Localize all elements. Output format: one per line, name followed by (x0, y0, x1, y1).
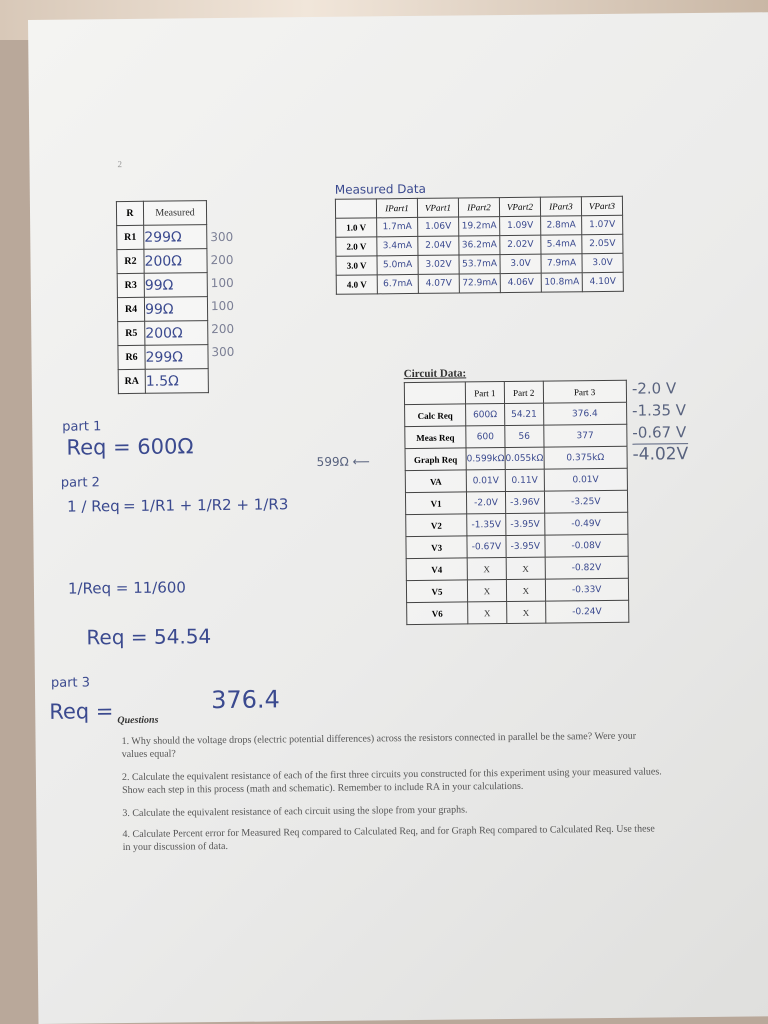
part2-label: part 2 (60, 475, 101, 491)
meas-cell: 4.07V (418, 274, 459, 293)
cd-cell: -3.95V (506, 513, 545, 535)
cd-cell: X (467, 558, 506, 580)
meas-cell: 36.2mA (459, 236, 500, 255)
res-value: 1.5Ω (145, 369, 208, 394)
side-value: -0.67 V (632, 423, 687, 442)
questions-list (121, 729, 662, 854)
meas-header: IPart2 (458, 198, 499, 217)
meas-voltage: 2.0 V (336, 237, 377, 256)
cd-header (404, 382, 465, 405)
res-note: 100 (210, 275, 234, 291)
question-item: 1. Why should the voltage drops (electric potential differences) across the resistors connected in parallel be the same? Were your values equal? (121, 730, 637, 761)
part2-eq1-rhs: = 1/R1 + 1/R2 + 1/R3 (123, 495, 289, 516)
cd-header: Part 1 (465, 382, 504, 404)
cd-label: V3 (406, 536, 467, 559)
res-note: 200 (211, 321, 235, 337)
meas-cell: 3.4mA (377, 236, 418, 255)
meas-cell: 6.7mA (377, 274, 418, 293)
res-note: 300 (211, 344, 235, 360)
cd-cell: -3.95V (506, 535, 545, 557)
table-row (407, 600, 629, 624)
part3-eq: Req = (49, 699, 114, 724)
cd-cell: X (468, 602, 507, 624)
cd-label: VA (405, 470, 466, 493)
table-row (406, 512, 628, 536)
cd-cell: -3.25V (544, 490, 627, 513)
worksheet-page (28, 12, 768, 1024)
side-value: -1.35 V (632, 401, 687, 420)
question-item: 2. Calculate the equivalent resistance of each of the first three circuits you constructed for this experiment using your measured values. Show each step in this process (math and schematic). Remember to include RA in your calculations. (121, 766, 662, 797)
cd-cell: -0.08V (545, 534, 628, 557)
meas-voltage: 3.0 V (336, 256, 377, 275)
cd-cell: -2.0V (466, 492, 505, 514)
res-value: 200Ω (144, 249, 207, 274)
side-voltages (632, 377, 689, 466)
table-row (406, 534, 628, 558)
res-value: 200Ω (145, 321, 208, 346)
cd-cell: -0.49V (544, 512, 627, 535)
meas-header (335, 199, 376, 218)
cd-cell: 0.375kΩ (544, 446, 627, 469)
cd-cell: -1.35V (467, 514, 506, 536)
cd-label: V6 (407, 602, 468, 625)
res-label: R6 (118, 345, 145, 369)
circuit-data-table (404, 380, 629, 625)
cd-cell: 0.599kΩ (466, 448, 505, 470)
table-row (405, 468, 627, 492)
meas-cell: 1.07V (582, 215, 623, 234)
cd-cell: 0.055kΩ (505, 447, 544, 469)
cd-cell: 0.01V (466, 470, 505, 492)
cd-cell: X (467, 580, 506, 602)
meas-cell: 53.7mA (459, 255, 500, 274)
meas-cell: 2.02V (500, 235, 541, 254)
meas-header: VPart3 (581, 196, 622, 215)
cd-cell: X (506, 579, 545, 601)
table-row (405, 446, 627, 470)
meas-cell: 7.9mA (541, 254, 582, 273)
resistors-table (116, 200, 209, 394)
meas-header: IPart1 (376, 198, 417, 217)
meas-cell: 2.8mA (541, 216, 582, 235)
cd-label: V1 (405, 492, 466, 515)
cd-cell: -3.96V (505, 491, 544, 513)
meas-cell: 1.06V (418, 217, 459, 236)
cd-cell: 0.01V (544, 468, 627, 491)
question-item: 4. Calculate Percent error for Measured Req compared to Calculated Req, and for Graph Req compared to Calculated Req. Use these in your discussion of data. (122, 823, 655, 854)
side-value: -4.02V (632, 444, 689, 465)
part2-eq3: Req = 54.54 (86, 624, 212, 650)
meas-cell: 5.4mA (541, 235, 582, 254)
meas-cell: 3.0V (582, 253, 623, 272)
table-row (405, 490, 627, 514)
cd-header: Part 3 (543, 380, 626, 403)
cd-label: Graph Req (405, 448, 466, 471)
cd-cell: -0.33V (545, 578, 628, 601)
meas-header: IPart3 (540, 197, 581, 216)
res-value: 99Ω (144, 297, 207, 322)
res-header-measured: Measured (143, 201, 206, 226)
meas-cell: 72.9mA (459, 274, 500, 293)
page-number: 2 (117, 159, 123, 170)
cd-cell: -0.24V (545, 600, 628, 623)
meas-cell: 5.0mA (377, 255, 418, 274)
cd-cell: 377 (543, 424, 626, 447)
res-label: R4 (117, 297, 144, 321)
cd-label: Meas Req (405, 426, 466, 449)
table-row (406, 556, 628, 580)
cd-label: V5 (406, 580, 467, 603)
arrow-note-label: 599Ω (316, 454, 349, 470)
res-note: 100 (210, 298, 234, 314)
res-note: 300 (210, 229, 234, 245)
part3-label: part 3 (50, 675, 91, 691)
arrow-left-icon: ⟵ (352, 454, 370, 469)
measured-data-table (335, 196, 624, 295)
res-note: 200 (210, 252, 234, 268)
measured-data-title: Measured Data (334, 181, 426, 197)
res-label: R2 (117, 249, 144, 273)
part1-label: part 1 (62, 419, 102, 435)
res-label: RA (118, 369, 145, 393)
table-row (405, 424, 627, 448)
table-row (406, 578, 628, 602)
meas-cell: 2.04V (418, 236, 459, 255)
meas-cell: 4.06V (500, 273, 541, 292)
cd-cell: -0.67V (467, 536, 506, 558)
arrow-note (317, 454, 370, 469)
cd-cell: X (506, 557, 545, 579)
meas-cell: 2.05V (582, 234, 623, 253)
part3-value: 376.4 (210, 685, 280, 715)
cd-cell: 376.4 (543, 402, 626, 425)
meas-cell: 1.7mA (377, 217, 418, 236)
cd-cell: 600Ω (466, 404, 505, 426)
res-label: R1 (117, 225, 144, 249)
meas-voltage: 1.0 V (336, 218, 377, 237)
cd-cell: X (506, 601, 545, 623)
cd-cell: 0.11V (505, 469, 544, 491)
questions-title: Questions (117, 714, 159, 727)
cd-label: V2 (406, 514, 467, 537)
cd-cell: 54.21 (504, 403, 543, 425)
part2-eq1-lhs: 1 / Req (67, 497, 120, 516)
meas-cell: 1.09V (500, 216, 541, 235)
table-row (405, 402, 627, 426)
cd-cell: 56 (505, 425, 544, 447)
meas-cell: 19.2mA (459, 217, 500, 236)
cd-label: Calc Req (405, 404, 466, 427)
circuit-data-title: Circuit Data: (403, 367, 467, 381)
side-value: -2.0 V (631, 379, 677, 398)
res-label: R5 (118, 321, 145, 345)
meas-header: VPart1 (417, 198, 458, 217)
res-value: 99Ω (144, 273, 207, 298)
question-item: 3. Calculate the equivalent resistance of each circuit using the slope from your graphs. (122, 804, 468, 820)
res-value: 299Ω (145, 345, 208, 370)
cd-cell: 600 (466, 426, 505, 448)
cd-cell: -0.82V (545, 556, 628, 579)
meas-cell: 10.8mA (541, 273, 582, 292)
res-header-r: R (116, 201, 143, 225)
meas-cell: 3.02V (418, 255, 459, 274)
res-label: R3 (117, 273, 144, 297)
part1-eq: Req = 600Ω (66, 434, 194, 460)
cd-label: V4 (406, 558, 467, 581)
meas-header: VPart2 (499, 197, 540, 216)
part2-eq2: 1/Req = 11/600 (67, 578, 187, 598)
res-value: 299Ω (144, 225, 207, 250)
table-row (336, 272, 623, 294)
res-nominal-notes (210, 226, 234, 364)
meas-voltage: 4.0 V (336, 275, 377, 294)
cd-header: Part 2 (504, 381, 543, 403)
meas-cell: 3.0V (500, 254, 541, 273)
meas-cell: 4.10V (582, 272, 623, 291)
